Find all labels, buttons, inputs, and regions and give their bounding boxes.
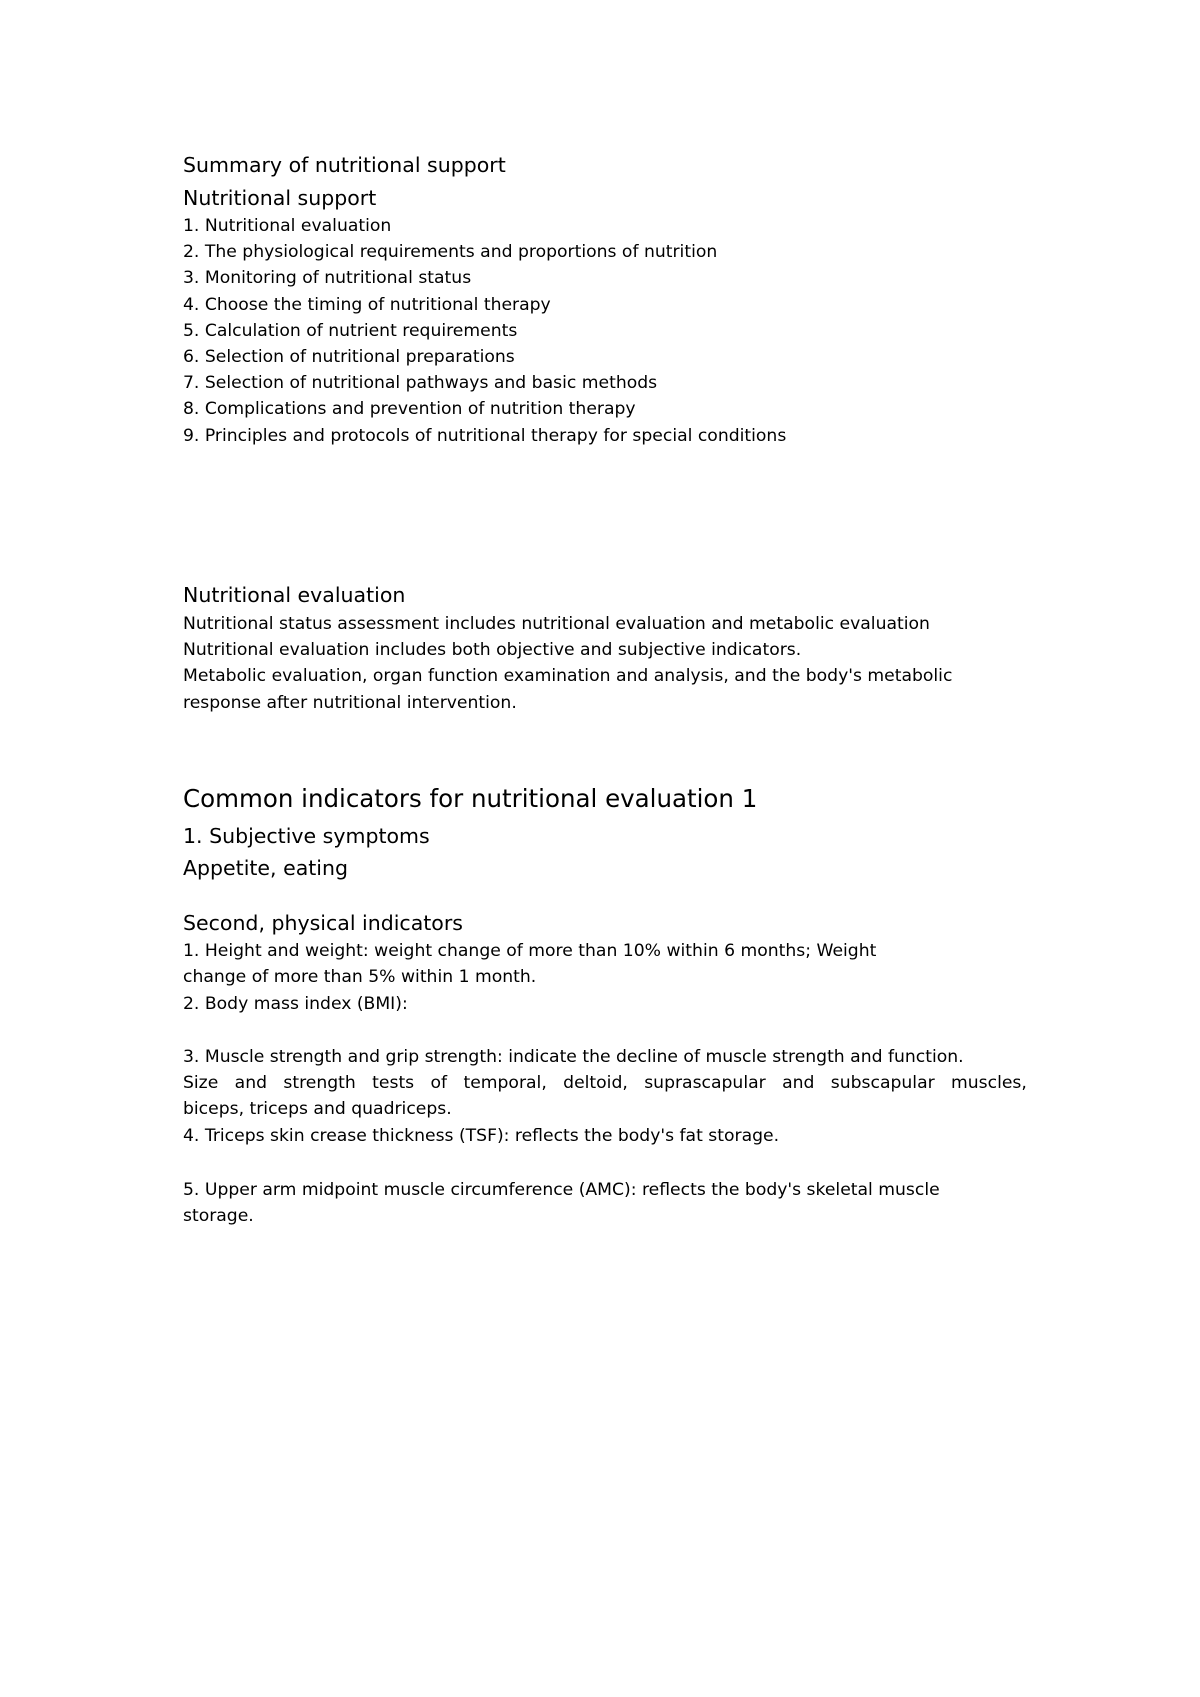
summary-item: 5. Calculation of nutrient requirements xyxy=(183,321,518,341)
height-weight-line: change of more than 5% within 1 month. xyxy=(183,967,537,987)
muscle-word: and xyxy=(782,1073,815,1093)
muscle-word: Size xyxy=(183,1073,219,1093)
muscle-word: and xyxy=(234,1073,268,1093)
bmi-line: 2. Body mass index (BMI): xyxy=(183,994,408,1014)
evaluation-line: Nutritional status assessment includes nutritional evaluation and metabolic evaluation xyxy=(183,614,930,634)
evaluation-line: response after nutritional intervention. xyxy=(183,693,517,713)
summary-subtitle: Nutritional support xyxy=(183,186,377,210)
summary-item: 9. Principles and protocols of nutritional therapy for special conditions xyxy=(183,426,787,446)
subjective-text: Appetite, eating xyxy=(183,856,348,880)
evaluation-line: Nutritional evaluation includes both objective and subjective indicators. xyxy=(183,640,802,660)
muscle-word: deltoid, xyxy=(563,1073,628,1093)
amc-line: storage. xyxy=(183,1206,254,1226)
muscle-line: biceps, triceps and quadriceps. xyxy=(183,1099,452,1119)
summary-item: 6. Selection of nutritional preparations xyxy=(183,347,515,367)
evaluation-heading: Nutritional evaluation xyxy=(183,583,406,607)
summary-item: 2. The physiological requirements and proportions of nutrition xyxy=(183,242,718,262)
physical-heading: Second, physical indicators xyxy=(183,911,463,935)
muscle-line: 3. Muscle strength and grip strength: indicate the decline of muscle strength and function. xyxy=(183,1047,964,1067)
height-weight-line: 1. Height and weight: weight change of more than 10% within 6 months; Weight xyxy=(183,941,877,961)
summary-item: 8. Complications and prevention of nutrition therapy xyxy=(183,399,636,419)
summary-item: 1. Nutritional evaluation xyxy=(183,216,392,236)
indicators-heading: Common indicators for nutritional evaluation 1 xyxy=(183,784,758,813)
muscle-word: strength xyxy=(283,1073,356,1093)
muscle-justified-line xyxy=(183,1075,1027,1092)
summary-item: 7. Selection of nutritional pathways and basic methods xyxy=(183,373,658,393)
muscle-word: tests xyxy=(372,1073,415,1093)
summary-title: Summary of nutritional support xyxy=(183,153,506,177)
subjective-heading: 1. Subjective symptoms xyxy=(183,824,430,848)
muscle-word: temporal, xyxy=(463,1073,547,1093)
muscle-word: muscles, xyxy=(951,1073,1027,1093)
tsf-line: 4. Triceps skin crease thickness (TSF): reflects the body's fat storage. xyxy=(183,1126,780,1146)
muscle-word: subscapular xyxy=(830,1073,935,1093)
summary-item: 3. Monitoring of nutritional status xyxy=(183,268,472,288)
evaluation-line: Metabolic evaluation, organ function examination and analysis, and the body's metabolic xyxy=(183,666,953,686)
summary-item: 4. Choose the timing of nutritional therapy xyxy=(183,295,551,315)
muscle-word: suprascapular xyxy=(644,1073,766,1093)
muscle-word: of xyxy=(430,1073,448,1093)
amc-line: 5. Upper arm midpoint muscle circumference (AMC): reflects the body's skeletal muscle xyxy=(183,1180,940,1200)
